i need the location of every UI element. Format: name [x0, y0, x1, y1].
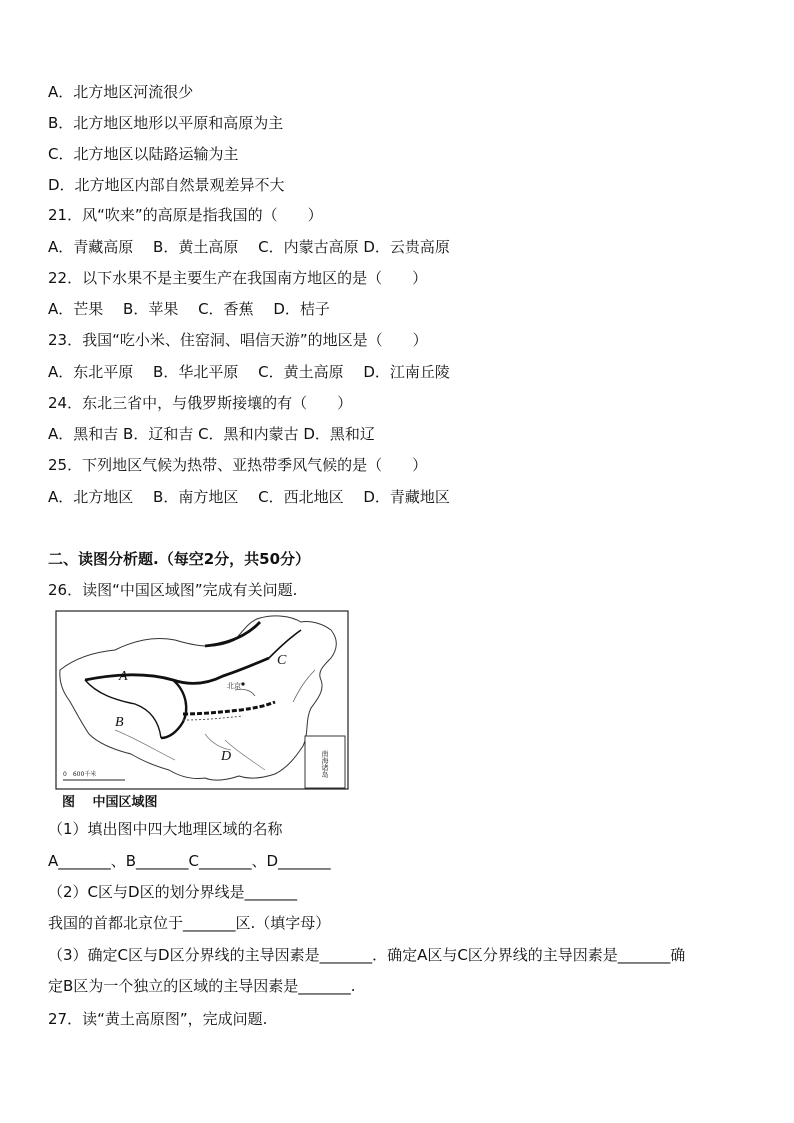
question-26-part2: （2）C区与D区的划分界线是_______ — [48, 883, 298, 901]
region-label-a: A — [119, 669, 128, 684]
options-22: A．芒果 B．苹果 C．香蕉 D．桔子 — [48, 300, 330, 318]
scale-bar-label: 0 600千米 — [63, 771, 97, 778]
options-21: A．青藏高原 B．黄土高原 C．内蒙古高原 D．云贵高原 — [48, 238, 450, 256]
options-25: A．北方地区 B．南方地区 C．西北地区 D．青藏地区 — [48, 488, 450, 506]
question-26-part3-cont: 定B区为一个独立的区域的主导因素是_______. — [48, 977, 356, 995]
question-25: 25．下列地区气候为热带、亚热带季风气候的是（ ） — [48, 456, 428, 474]
question-22: 22．以下水果不是主要生产在我国南方地区的是（ ） — [48, 269, 428, 287]
region-label-d: D — [221, 749, 232, 764]
line-option-20d: D．北方地区内部自然景观差异不大 — [48, 176, 285, 194]
options-24: A．黑和吉 B．辽和吉 C．黑和内蒙古 D．黑和辽 — [48, 425, 375, 443]
beijing-marker — [241, 682, 244, 685]
question-26: 26．读图“中国区域图”完成有关问题. — [48, 581, 298, 599]
region-label-b: B — [115, 715, 124, 730]
beijing-label: 北京 — [227, 682, 241, 690]
question-26-part1-blanks: A_______、B_______C_______、D_______ — [48, 852, 331, 870]
line-option-20c: C．北方地区以陆路运输为主 — [48, 145, 239, 163]
line-option-20a: A．北方地区河流很少 — [48, 83, 194, 101]
map-caption: 图 中国区域图 — [62, 795, 158, 810]
question-21: 21．风“吹来”的高原是指我国的（ ） — [48, 206, 323, 224]
line-option-20b: B．北方地区地形以平原和高原为主 — [48, 114, 284, 132]
question-26-part2-beijing: 我国的首都北京位于_______区.（填字母） — [48, 914, 331, 932]
inset-label: 南海诸岛 — [321, 750, 329, 778]
region-label-c: C — [277, 653, 287, 668]
question-26-part3: （3）确定C区与D区分界线的主导因素是_______．确定A区与C区分界线的主导因素是_______确 — [48, 946, 686, 964]
section-heading: 二、读图分析题.（每空2分，共50分） — [48, 550, 311, 568]
options-23: A．东北平原 B．华北平原 C．黄土高原 D．江南丘陵 — [48, 363, 450, 381]
china-region-map — [55, 610, 351, 810]
question-27: 27．读“黄土高原图”，完成问题. — [48, 1010, 268, 1028]
question-26-part1: （1）填出图中四大地理区域的名称 — [48, 820, 283, 838]
question-23: 23．我国“吃小米、住窑洞、唱信天游”的地区是（ ） — [48, 331, 428, 349]
question-24: 24．东北三省中，与俄罗斯接壤的有（ ） — [48, 394, 353, 412]
